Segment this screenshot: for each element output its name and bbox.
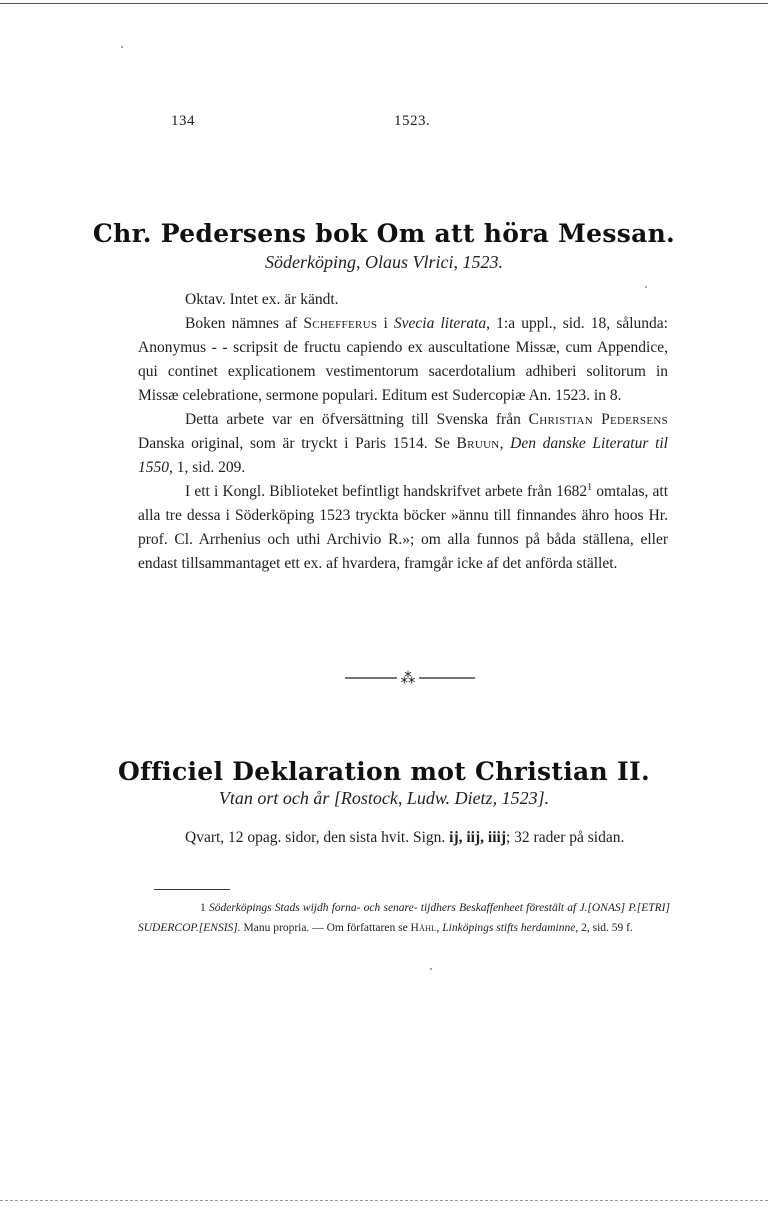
- author-name: Håhl: [410, 922, 437, 934]
- author-name: Schefferus: [303, 315, 378, 332]
- section1-title: Chr. Pedersens bok Om att höra Messan.: [92, 219, 676, 248]
- section1-body: [138, 288, 668, 576]
- work-title: Den danske Literatur til 1550: [138, 435, 668, 476]
- running-header-year: 1523.: [394, 113, 431, 129]
- paragraph-format: Qvart, 12 opag. sidor, den sista hvit. Sign. ij, iij, iiij; 32 rader på sidan.: [185, 829, 625, 846]
- ornament-glyph: ⁂: [400, 670, 416, 686]
- bottom-scan-edge: [0, 1200, 768, 1201]
- paragraph-translation: Detta arbete var en öfversättning till Svenska från Christian Pedersens Danska original, som är tryckt i Paris 1514. Se Bruun, Den danske Literatur til 1550, 1, sid. 209.: [138, 411, 669, 476]
- top-scan-edge: [0, 3, 768, 4]
- footnote-source-title: Söderköpings Stads wijdh forna- och senare- tijdhers Beskaffenheet förestält af J.[ONAS] P.[ETRI] SUDERCOP.[ENSIS].: [138, 902, 670, 934]
- paragraph-mention: Boken nämnes af Schefferus i Svecia literata, 1:a uppl., sid. 18, sålunda: Anonymus - - scripsit de fructu capiendo ex auscultatione Missæ, cum Appendice, qui continet explicationem vestimentorum sacerdotalium adhiberi solitorum in Missæ celebratione, sermone populari. Editum est Sudercopiæ An. 1523. in 8.: [138, 315, 668, 404]
- section2-body: [138, 826, 668, 850]
- signatures: ij, iij, iiij: [449, 829, 506, 846]
- section2-imprint: Vtan ort och år [Rostock, Ludw. Dietz, 1523].: [218, 788, 550, 808]
- paper-speck: [121, 46, 123, 48]
- author-name: Bruun: [456, 435, 500, 452]
- footnote-number: 1: [200, 902, 206, 914]
- footnote: 1 Söderköpings Stads wijdh forna- och senare- tijdhers Beskaffenheet förestält af J.[ONAS] P.[ETRI] SUDERCOP.[ENSIS]. Manu propria. — Om författaren se Håhl, Linköpings stifts herdaminne, 2, sid. 59 f.: [138, 902, 670, 934]
- footnote-rule: [154, 889, 230, 890]
- paragraph-format: Oktav. Intet ex. är kändt.: [185, 291, 339, 308]
- section2-title: Officiel Deklaration mot Christian II.: [118, 757, 650, 786]
- footnote-reference: 1: [587, 481, 593, 493]
- author-name: Christian Pedersens: [528, 411, 669, 428]
- page-number: 134: [171, 113, 195, 129]
- paragraph-manuscript: I ett i Kongl. Biblioteket befintligt handskrifvet arbete från 1682$^1$ omtalas, att alla tre dessa i Söderköping 1523 tryckta böcker »ännu till finnandes ähro hoos Hr. prof. Cl. Arrhenius och uthi Archivio R.»; om alla funnos på båda ställena, eller endast tillsammantaget ett ex. af hvardera, framgår icke af det anförda stället.: [138, 481, 669, 572]
- work-title: Svecia literata: [393, 315, 487, 332]
- section1-imprint: Söderköping, Olaus Vlrici, 1523.: [265, 252, 503, 272]
- paper-speck: [430, 968, 432, 970]
- work-title: Linköpings stifts herdaminne: [442, 922, 576, 934]
- ornament-divider: [345, 670, 475, 686]
